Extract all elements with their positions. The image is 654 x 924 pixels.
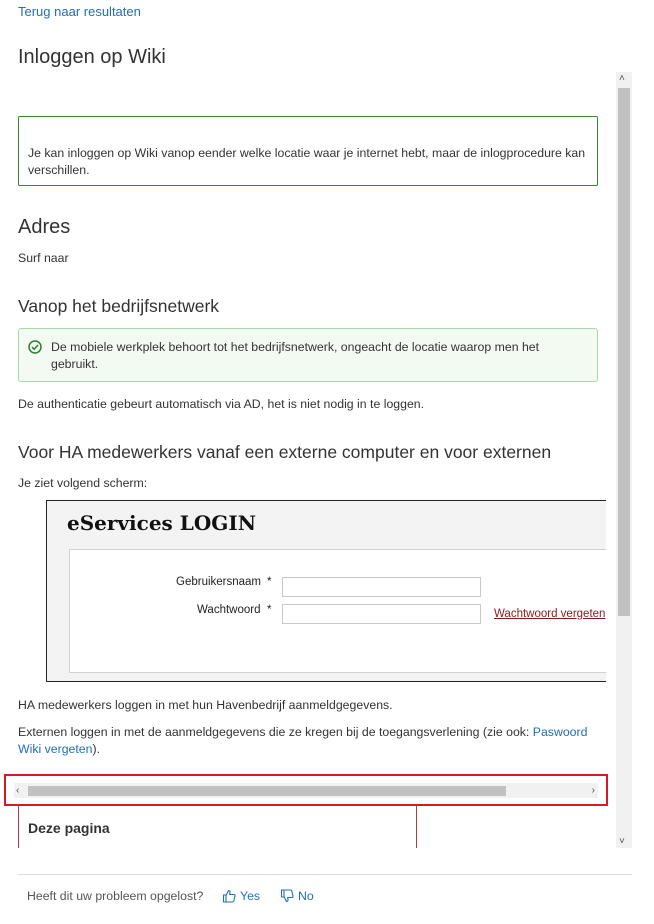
thumbs-down-icon (280, 889, 294, 903)
external-intro-text: Je ziet volgend scherm: (18, 476, 148, 490)
username-label: Gebruikersnaam (176, 576, 262, 588)
feedback-divider (18, 874, 632, 875)
horizontal-scroll-thumb[interactable] (28, 786, 506, 796)
horizontal-scrollbar[interactable] (14, 783, 598, 798)
feedback-no-label: No (298, 889, 314, 903)
feedback-question: Heeft dit uw probleem opgelost? (27, 889, 204, 903)
scroll-down-arrow-icon[interactable]: ˅ (619, 836, 625, 847)
network-note-box (18, 328, 598, 382)
network-note-text: De mobiele werkplek behoort tot het bedrijfsnetwerk, ongeacht de locatie waarop men het gebruikt. (51, 340, 540, 371)
auth-text: De authenticatie gebeurt automatisch via AD, het is niet nodig in te loggen. (18, 397, 425, 411)
toc-title: Deze pagina (28, 820, 110, 836)
feedback-no-button[interactable] (280, 889, 314, 903)
adres-text: Surf naar (18, 251, 69, 265)
password-required-marker: * (267, 604, 272, 616)
username-field-image (282, 577, 481, 597)
external-login-text (18, 724, 598, 758)
scroll-left-arrow-icon[interactable]: ‹ (16, 785, 20, 796)
back-to-results-link[interactable]: Terug naar resultaten (18, 4, 141, 19)
login-form-image (69, 549, 606, 673)
eservices-login-screenshot (46, 500, 606, 682)
scroll-right-arrow-icon[interactable]: › (591, 785, 595, 796)
intro-text: Je kan inloggen op Wiki vanop eender welke locatie waar je internet hebt, maar de inlogprocedure kan verschillen. (28, 146, 586, 177)
heading-adres: Adres (18, 216, 71, 238)
external-text-prefix: Externen loggen in met de aanmeldgegevens die ze kregen bij de toegangsverlening (zie ook: (18, 725, 533, 739)
password-label: Wachtwoord (197, 604, 261, 616)
thumbs-up-icon (222, 889, 236, 903)
heading-external: Voor HA medewerkers vanaf een externe computer en voor externen (18, 442, 552, 462)
scroll-up-arrow-icon[interactable]: ˄ (619, 73, 625, 84)
highlighted-horizontal-scrollbar (4, 774, 608, 806)
username-required-marker: * (267, 576, 272, 588)
intro-info-box (18, 116, 598, 186)
forgot-password-wiki-link[interactable]: Paswoord Wiki vergeten (18, 725, 588, 756)
ha-login-text: HA medewerkers loggen in met hun Havenbedrijf aanmeldgegevens. (18, 698, 393, 712)
page-title: Inloggen op Wiki (18, 46, 166, 68)
table-of-contents (18, 806, 417, 848)
eservices-title: eServices LOGIN (67, 511, 256, 535)
check-circle-icon (28, 340, 42, 354)
vertical-scrollbar[interactable] (616, 72, 632, 848)
feedback-yes-label: Yes (240, 889, 261, 903)
vertical-scroll-thumb[interactable] (618, 88, 630, 616)
forgot-password-link-image: Wachtwoord vergeten (494, 608, 606, 620)
heading-company-network: Vanop het bedrijfsnetwerk (18, 296, 220, 316)
feedback-yes-button[interactable] (222, 889, 260, 903)
password-field-image (282, 604, 481, 624)
external-text-suffix: ). (92, 742, 101, 756)
article-scroll-area[interactable] (0, 72, 616, 848)
